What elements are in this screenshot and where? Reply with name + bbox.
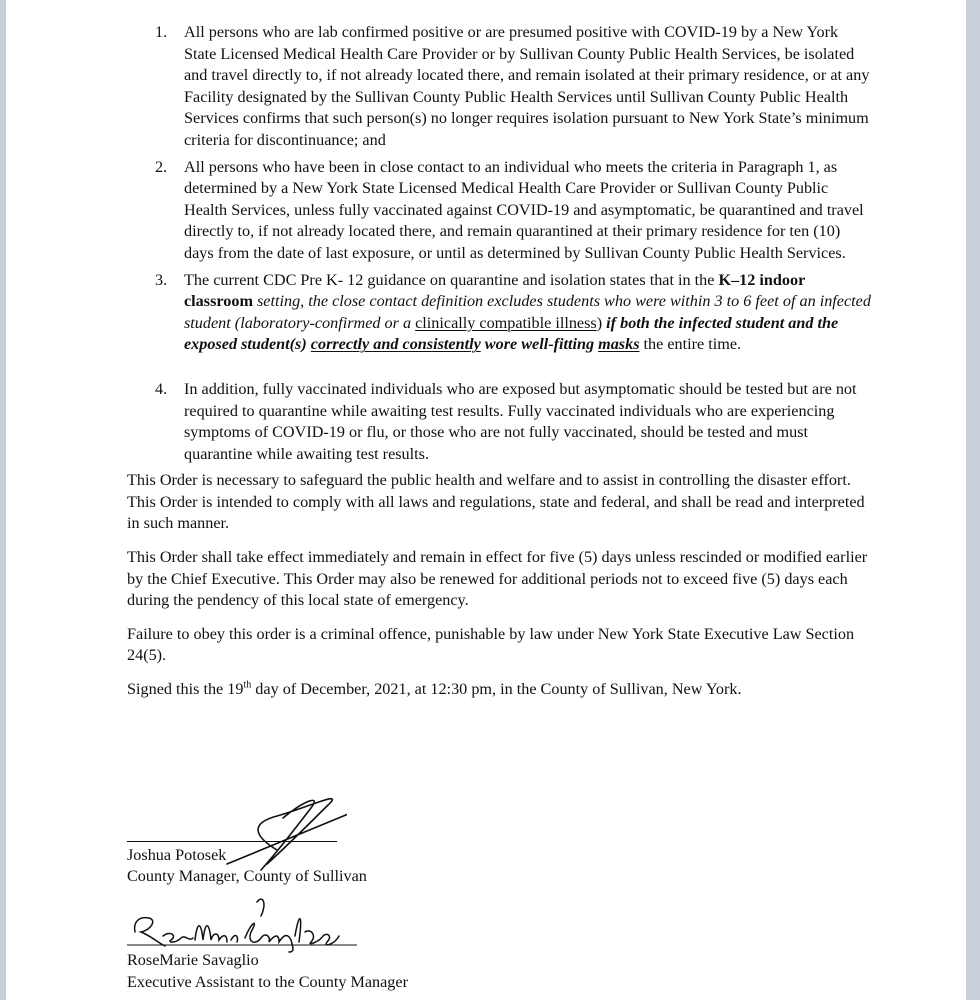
signatory-title: County Manager, County of Sullivan [127,867,367,885]
list-item-text: All persons who have been in close contact to an individual who meets the criteria in Paragraph 1, as determined by a New York State Licensed Medical Health Care Provider or Sullivan County Public Health Services, unless fully vaccinated against COVID-19 and asymptomatic, be quarantined and travel directly to, if not already located there, and remain quarantined at their primary residence for ten (10) days from the date of last exposure, or until as determined by Sullivan County Public Health Services. [184,157,864,262]
numbered-list [127,22,872,465]
masks-link[interactable]: masks [598,335,640,354]
clinically-compatible-link[interactable]: clinically compatible illness [415,313,597,332]
bold-italic-phrase: wore well-fitting [480,335,599,354]
order-body [127,22,872,713]
text-run: setting, the close contact definition excludes students who were within 3 to 6 feet of an infected student (laboratory-confirmed or a [184,292,871,332]
text-run: The current CDC Pre K- 12 guidance on quarantine and isolation states that in the [184,270,719,289]
text-run: day of December, 2021, at 12:30 pm, in the County of Sullivan, New York. [251,680,742,699]
handwritten-signature [127,892,367,954]
correctly-consistently-link[interactable]: correctly and consistently [310,335,481,354]
list-item-text: In addition, fully vaccinated individuals who are exposed but asymptomatic should be tested but are not required to quarantine while awaiting test results. Fully vaccinated individuals who are experiencing symptoms of COVID-19 or flu, or those who are not fully vaccinated, should be tested and must quarantine while awaiting test results. [184,379,857,463]
paragraph: This Order shall take effect immediately and remain in effect for five (5) days unless rescinded or modified earlier by the Chief Executive. This Order may also be renewed for additional periods not to exceed five (5) days each during the pendency of this local state of emergency. [127,548,868,610]
paragraph: This Order is necessary to safeguard the public health and welfare and to assist in controlling the disaster effort. This Order is intended to comply with all laws and regulations, state and federal, and shall be read and interpreted in such manner. [127,471,865,533]
list-item [127,270,872,356]
text-run: Signed this the 19 [127,680,244,699]
bold-italic-phrase: if both the infected student and the exposed student(s) [184,313,839,354]
list-item-text: All persons who are lab confirmed positive or are presumed positive with COVID-19 by a New York State Licensed Medical Health Care Provider or by Sullivan County Public Health Services, be isolated and travel directly to, if not already located there, and remain isolated at their primary residence, or at any Facility designated by the Sullivan County Public Health Services until Sullivan County Public Health Services confirms that such person(s) no longer requires isolation pursuant to New York State’s minimum criteria for discontinuance; and [184,23,870,149]
list-item-number: 4. [155,379,168,398]
signatory-title: Executive Assistant to the County Manager [127,973,408,991]
list-item-text [184,271,871,354]
list-item [127,157,872,265]
signatory-name: Joshua Potosek [127,846,227,864]
list-item-number: 1. [155,23,168,41]
paragraph: Failure to obey this order is a criminal offence, punishable by law under New York State Executive Law Section 24(5). [127,624,855,665]
signatory-name: RoseMarie Savaglio [127,951,259,969]
bold-phrase: K–12 indoor classroom [184,270,806,311]
ordinal-suffix: th [243,679,252,691]
signed-statement [127,679,872,701]
signature-line [127,841,337,842]
list-item-number: 2. [155,157,168,176]
text-run: ) [596,313,607,332]
list-item [127,379,872,465]
list-item-number: 3. [155,270,168,289]
list-item [127,22,872,152]
text-run: the entire time. [639,335,742,354]
